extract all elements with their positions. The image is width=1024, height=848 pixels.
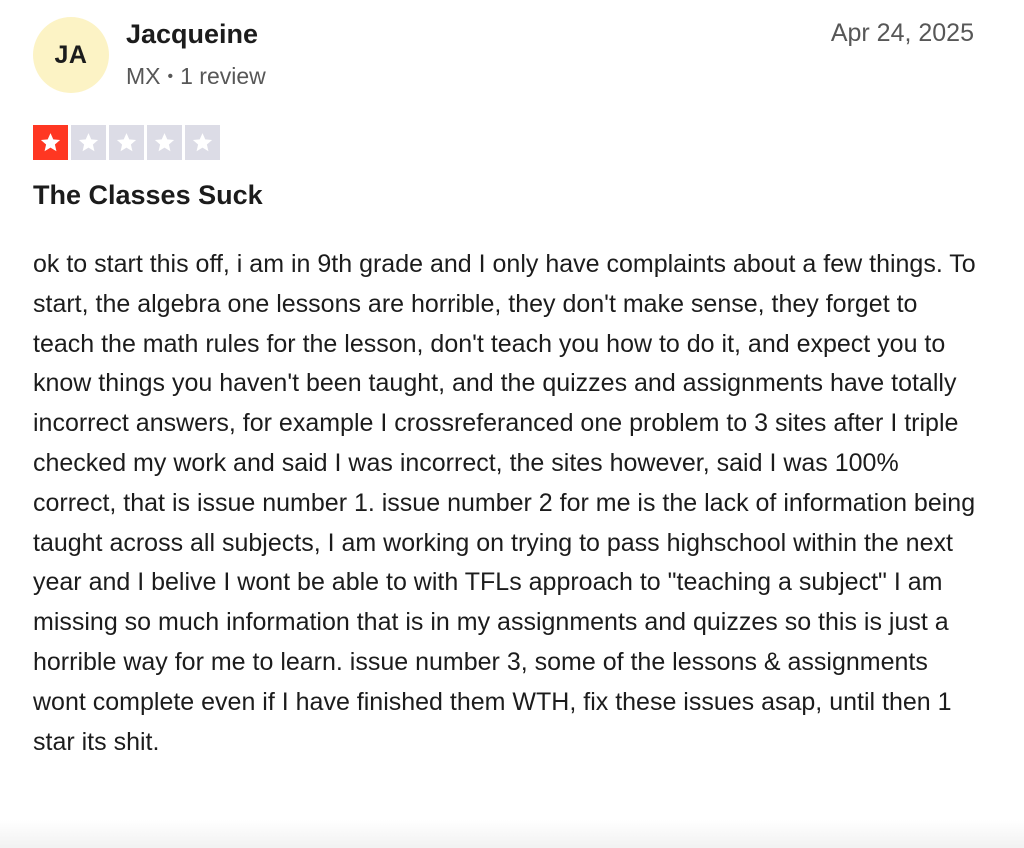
reviewer-name[interactable]: Jacqueine	[126, 19, 259, 49]
reviewer-review-count: 1 review	[180, 63, 266, 89]
star-rating	[33, 125, 220, 160]
star-icon	[191, 131, 214, 154]
avatar[interactable]: JA	[33, 17, 109, 93]
star-4-empty	[147, 125, 182, 160]
review-header	[33, 17, 974, 97]
star-5-empty	[185, 125, 220, 160]
star-1-filled	[33, 125, 68, 160]
star-3-empty	[109, 125, 144, 160]
review-body: ok to start this off, i am in 9th grade and I only have complaints about a few things. To start, the algebra one lessons are horrible, they don't make sense, they forget to teach the math rules for the lesson, don't teach you how to do it, and expect you to know things you haven't been taught, and the quizzes and assignments have totally incorrect answers, for example I crossreferanced one problem to 3 sites after I triple checked my work and said I was incorrect, the sites however, said I was 100% correct, that is issue number 1. issue number 2 for me is the lack of information being taught across all subjects, I am working on trying to pass highschool within the next year and I belive I wont be able to with TFLs approach to "teaching a subject" I am missing so much information that is in my assignments and quizzes so this is just a horrible way for me to learn. issue number 3, some of the lessons & assignments wont complete even if I have finished them WTH, fix these issues asap, until then 1 star its shit.	[33, 250, 976, 756]
star-icon	[77, 131, 100, 154]
star-2-empty	[71, 125, 106, 160]
star-icon	[115, 131, 138, 154]
review-date: Apr 24, 2025	[830, 19, 974, 47]
bottom-fade	[0, 820, 1024, 848]
review-title[interactable]: The Classes Suck	[33, 180, 263, 210]
star-icon	[153, 131, 176, 154]
reviewer-meta	[126, 63, 266, 90]
reviewer-country: MX	[126, 63, 161, 89]
star-icon	[39, 131, 62, 154]
meta-separator: •	[167, 67, 174, 85]
